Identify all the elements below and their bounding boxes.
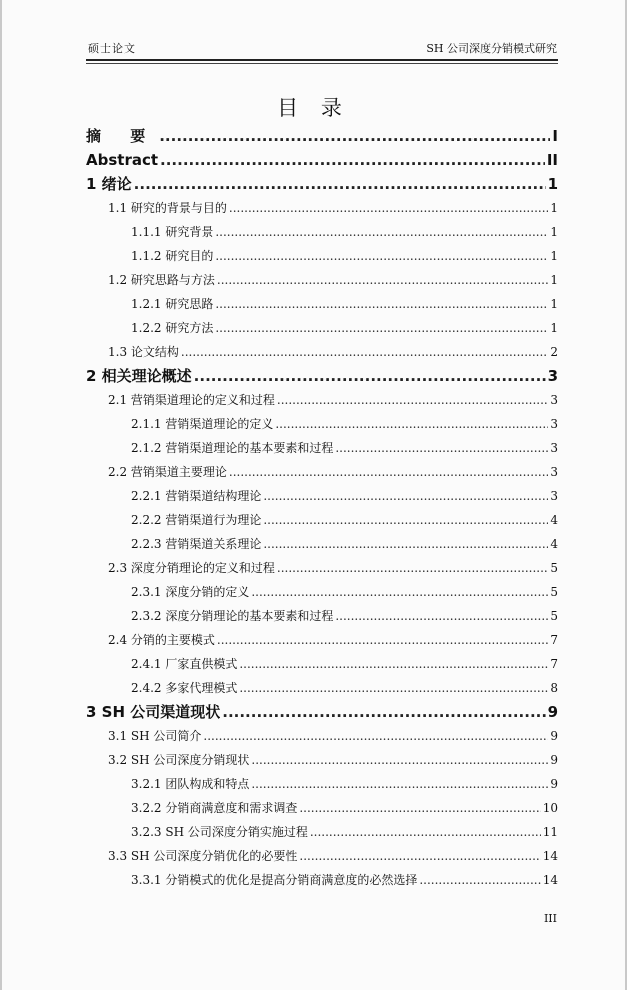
toc-leader-dots	[159, 124, 550, 148]
toc-leader-dots	[194, 364, 546, 388]
toc-entry-title: 3.1 SH 公司简介	[108, 729, 202, 743]
toc-entry-page: 3	[550, 417, 558, 431]
toc-leader-dots	[215, 220, 548, 244]
toc-entry-title: 2.4.2 多家代理模式	[131, 681, 238, 695]
toc-leader-dots	[310, 820, 541, 844]
toc-entry-page: 3	[547, 367, 558, 385]
toc-entry[interactable]	[86, 700, 558, 724]
toc-entry-page: 1	[550, 201, 558, 215]
toc-entry[interactable]	[86, 820, 558, 844]
toc-entry-title: 3 SH 公司渠道现状	[86, 703, 221, 721]
toc-entry-title: 1.1.2 研究目的	[131, 249, 214, 263]
toc-entry[interactable]	[86, 412, 558, 436]
toc-entry-title: 1.2.2 研究方法	[131, 321, 214, 335]
toc-leader-dots	[263, 508, 548, 532]
toc-entry-title: 2.2.1 营销渠道结构理论	[131, 489, 262, 503]
toc-entry-page: 1	[550, 297, 558, 311]
toc-entry-page: 1	[550, 273, 558, 287]
toc-entry[interactable]	[86, 772, 558, 796]
toc-entry-title: 1.2 研究思路与方法	[108, 273, 215, 287]
toc-leader-dots	[335, 604, 548, 628]
toc-entry-title: Abstract	[86, 151, 159, 169]
toc-entry[interactable]	[86, 268, 558, 292]
toc-entry[interactable]	[86, 484, 558, 508]
toc-entry-title: 3.3 SH 公司深度分销优化的必要性	[108, 849, 298, 863]
toc-entry-title: 1.2.1 研究思路	[131, 297, 214, 311]
toc-leader-dots	[419, 868, 540, 892]
toc-entry-page: 3	[550, 441, 558, 455]
toc-leader-dots	[215, 244, 548, 268]
toc-entry-title: 2.3.2 深度分销理论的基本要素和过程	[131, 609, 334, 623]
toc-entry[interactable]	[86, 388, 558, 412]
toc-entry-page: 4	[550, 513, 558, 527]
page-title: 目 录	[277, 96, 350, 120]
toc-entry-title: 2.3.1 深度分销的定义	[131, 585, 250, 599]
toc-entry[interactable]	[86, 652, 558, 676]
toc-leader-dots	[263, 484, 548, 508]
toc-entry-page: 11	[542, 825, 558, 839]
toc-entry-page: 8	[550, 681, 558, 695]
toc-entry-title: 1.1 研究的背景与目的	[108, 201, 227, 215]
toc-entry[interactable]	[86, 604, 558, 628]
toc-leader-dots	[203, 724, 548, 748]
toc-entry-title: 3.2.2 分销商满意度和需求调查	[131, 801, 298, 815]
toc-entry-page: 14	[542, 849, 558, 863]
toc-entry[interactable]	[86, 172, 558, 196]
toc-entry-title: 2.2.2 营销渠道行为理论	[131, 513, 262, 527]
toc-entry[interactable]	[86, 220, 558, 244]
toc-entry[interactable]	[86, 148, 558, 172]
toc-leader-dots	[229, 460, 548, 484]
toc-entry-page: 7	[550, 633, 558, 647]
toc-leader-dots	[217, 628, 548, 652]
toc-leader-dots	[181, 340, 548, 364]
toc-entry-page: 3	[550, 393, 558, 407]
toc-entry[interactable]	[86, 124, 558, 148]
table-of-contents	[86, 124, 558, 892]
page-number: III	[543, 912, 557, 925]
toc-entry[interactable]	[86, 868, 558, 892]
toc-entry-page: 14	[542, 873, 558, 887]
toc-entry-title: 2.1 营销渠道理论的定义和过程	[108, 393, 275, 407]
toc-entry[interactable]	[86, 364, 558, 388]
running-header-left: 硕士论文	[88, 42, 136, 55]
toc-entry-title: 1.3 论文结构	[108, 345, 179, 359]
toc-entry-title: 3.3.1 分销模式的优化是提高分销商满意度的必然选择	[131, 873, 418, 887]
toc-entry-page: 5	[550, 561, 558, 575]
toc-entry[interactable]	[86, 724, 558, 748]
toc-leader-dots	[239, 676, 548, 700]
toc-entry-title: 3.2.1 团队构成和特点	[131, 777, 250, 791]
toc-leader-dots	[275, 412, 548, 436]
toc-entry-title: 1.1.1 研究背景	[131, 225, 214, 239]
toc-entry[interactable]	[86, 508, 558, 532]
toc-leader-dots	[251, 772, 548, 796]
toc-entry-title: 2.3 深度分销理论的定义和过程	[108, 561, 275, 575]
toc-entry[interactable]	[86, 532, 558, 556]
toc-entry-page: 9	[550, 729, 558, 743]
toc-entry-title: 3.2.3 SH 公司深度分销实施过程	[131, 825, 308, 839]
toc-leader-dots	[160, 148, 545, 172]
toc-entry-page: 5	[550, 585, 558, 599]
toc-entry-page: 3	[550, 489, 558, 503]
toc-entry[interactable]	[86, 676, 558, 700]
toc-leader-dots	[251, 748, 548, 772]
toc-entry-page: 9	[547, 703, 558, 721]
toc-entry[interactable]	[86, 340, 558, 364]
toc-entry[interactable]	[86, 460, 558, 484]
toc-leader-dots	[222, 700, 545, 724]
toc-entry[interactable]	[86, 628, 558, 652]
header-rule-thick	[86, 59, 558, 61]
running-header-right: SH 公司深度分销模式研究	[426, 42, 557, 55]
toc-entry-page: 1	[550, 225, 558, 239]
toc-leader-dots	[277, 556, 548, 580]
toc-entry-page: 4	[550, 537, 558, 551]
toc-leader-dots	[251, 580, 548, 604]
toc-entry-page: 9	[550, 753, 558, 767]
toc-leader-dots	[335, 436, 548, 460]
scan-edge-left	[0, 0, 2, 990]
toc-leader-dots	[134, 172, 546, 196]
toc-entry[interactable]	[86, 844, 558, 868]
toc-entry-title: 2.2.3 营销渠道关系理论	[131, 537, 262, 551]
toc-entry-page: 7	[550, 657, 558, 671]
toc-entry-title: 2.1.2 营销渠道理论的基本要素和过程	[131, 441, 334, 455]
toc-entry[interactable]	[86, 580, 558, 604]
toc-entry-page: 1	[550, 321, 558, 335]
toc-entry[interactable]	[86, 244, 558, 268]
toc-entry-page: 9	[550, 777, 558, 791]
toc-entry[interactable]	[86, 748, 558, 772]
toc-leader-dots	[215, 292, 548, 316]
toc-entry-title: 2.4.1 厂家直供模式	[131, 657, 238, 671]
toc-entry-title: 2.1.1 营销渠道理论的定义	[131, 417, 274, 431]
toc-entry-page: II	[546, 151, 558, 169]
toc-entry[interactable]	[86, 556, 558, 580]
toc-entry-title: 2.4 分销的主要模式	[108, 633, 215, 647]
toc-entry-page: 1	[550, 249, 558, 263]
toc-entry-page: 3	[550, 465, 558, 479]
toc-leader-dots	[277, 388, 548, 412]
toc-entry-page: 1	[547, 175, 558, 193]
toc-entry-page: 10	[542, 801, 558, 815]
toc-entry[interactable]	[86, 316, 558, 340]
toc-leader-dots	[215, 316, 548, 340]
toc-entry[interactable]	[86, 436, 558, 460]
toc-leader-dots	[229, 196, 548, 220]
toc-leader-dots	[299, 844, 540, 868]
toc-entry-title: 1 绪论	[86, 175, 132, 193]
toc-entry-page: 2	[550, 345, 558, 359]
toc-entry[interactable]	[86, 292, 558, 316]
toc-entry[interactable]	[86, 796, 558, 820]
toc-leader-dots	[217, 268, 548, 292]
toc-entry-page: 5	[550, 609, 558, 623]
toc-leader-dots	[299, 796, 540, 820]
toc-leader-dots	[239, 652, 548, 676]
toc-leader-dots	[263, 532, 548, 556]
toc-entry-title: 3.2 SH 公司深度分销现状	[108, 753, 250, 767]
toc-entry-title: 2.2 营销渠道主要理论	[108, 465, 227, 479]
toc-entry-title: 2 相关理论概述	[86, 367, 192, 385]
toc-entry-title: 摘 要	[86, 127, 158, 145]
toc-entry[interactable]	[86, 196, 558, 220]
toc-entry-page: I	[552, 127, 558, 145]
header-rule-thin	[86, 63, 558, 64]
